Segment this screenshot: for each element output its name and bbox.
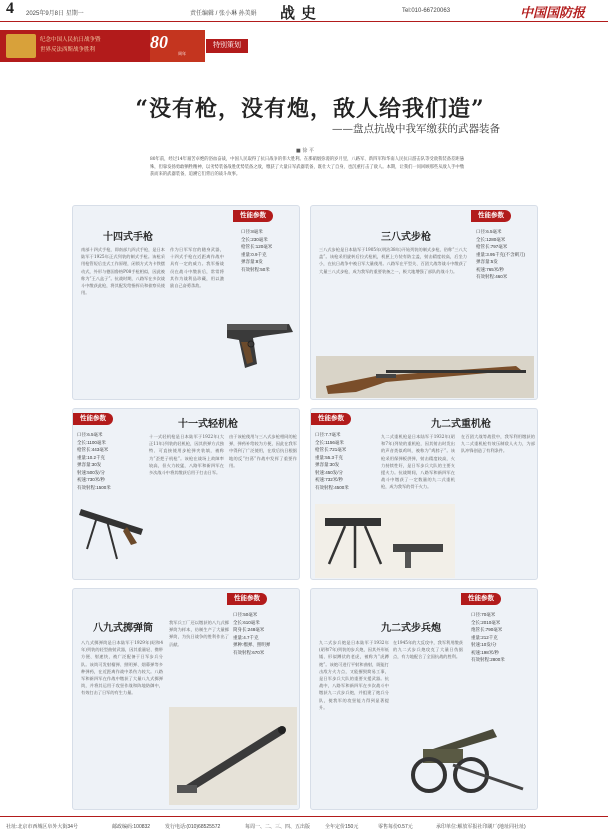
param: 弹容量:30发: [315, 462, 340, 467]
section-body: 我军兵工厂还以缴获的八九式掷弹筒为样本，仿制生产了大量掷弹筒，为抗日战争的胜利作出了贡献。: [169, 620, 229, 647]
param: 枪管长:443毫米: [77, 447, 109, 452]
section-panel: [310, 205, 538, 400]
param: 全长:230毫米: [241, 236, 268, 242]
article-subtitle: ——盘点抗战中我军缴获的武器装备: [332, 123, 500, 135]
section-panel: [72, 205, 300, 400]
params-tag: 性能参数: [73, 413, 113, 425]
section-body: 在百团大战等战役中，我军利用缴获的九二式重机枪有效压制敌人火力，为部队冲锋创造了有利条件。: [461, 434, 535, 454]
section-body: 十一式轻机枪是日本陆军于1922年(大正11年)列装的轻机枪，因其供弹方式独特、可直接使用步枪弹夹装填，被称为“歪把子机枪”。该枪在战场上故障率较高，但火力较猛，八路军和新四军在多次战斗中将其缴获后用于打击日军。: [149, 434, 224, 476]
footer-schedule: 每周一、二、三、四、五出版: [245, 824, 311, 830]
section-body: 三八式步枪是日本陆军于1905年(明治38年)开始列装的制式步枪，俗称“三八大盖”。该枪采用旋转后拉式枪机，机匣上方装有防尘盖，射击精度较高，后坐力小，在抗日战争中被日军大量使用。八路军在平型关、百团大战等战斗中缴获了大量三八式步枪，成为我军的重要装备之一，极大地增强了部队的战斗力。: [319, 247, 467, 274]
banner-line: 纪念中国人民抗日战争暨: [40, 37, 101, 43]
param: 有效射程:4500米: [315, 484, 349, 490]
param: 全长:2010毫米: [471, 619, 501, 625]
param: 初速:730米/秒: [77, 477, 106, 482]
params-list: [233, 611, 270, 656]
infantry-gun-image: [393, 709, 535, 805]
param: 射速:500发/分: [77, 469, 106, 475]
param: 射速:450发/分: [315, 469, 344, 475]
footer-postcode: 邮政编码:100832: [112, 824, 151, 830]
param: 口径:6.5毫米: [77, 432, 103, 437]
section-title: 八九式掷弹筒: [93, 623, 153, 634]
special-feature-tag: 特别策划: [206, 39, 248, 53]
param: 重量:4.7千克: [233, 634, 259, 640]
params-tag: 性能参数: [233, 210, 273, 222]
param: 有效射程:1500米: [77, 484, 111, 490]
banner-text: [40, 35, 150, 55]
section-title: 战史: [280, 4, 323, 22]
param: 弹容量:30发: [77, 462, 102, 467]
section-title: 十四式手枪: [103, 232, 153, 243]
editor-credit: 责任编辑 / 张小琳 孙美娟: [190, 11, 257, 17]
params-list: [315, 431, 349, 491]
param: 口径:8毫米: [241, 229, 263, 234]
param: 炮管长:790毫米: [471, 627, 503, 632]
section-title: 十一式轻机枪: [178, 419, 238, 430]
param: 口径:6.5毫米: [476, 229, 502, 234]
section-tel: Tel:010-66720063: [402, 8, 451, 14]
param: 射速:10发/分: [471, 642, 497, 647]
section-panel: [72, 588, 300, 810]
footer-phone: 发行电话:(010)68525572: [165, 824, 221, 830]
param: 枪管长:797毫米: [476, 244, 508, 249]
param: 有效射程:670米: [233, 649, 265, 655]
section-panel: [72, 408, 300, 580]
param: 弹容量:5发: [476, 259, 498, 264]
section-body: 南部十四式手枪，即南部九四式手枪，是日本陆军于1925年正式列装的制式手枪。该枪采用枪管短后坐式工作原理，闭锁方式为卡铁摆动式，外形与德国鲁格P08手枪相似，因此被称为“王八盒子”。抗战时期，八路军在多次战斗中缴获此枪，将其配发给指挥员和侦察员使用。: [81, 247, 165, 296]
section-body: 由于该枪使用与三八式步枪相同的枪弹，弹药补给较为方便，因此在我军中得到了广泛使用，在敌后抗日根据地的反“扫荡”作战中发挥了重要作用。: [229, 434, 297, 468]
newspaper-logo: 中国国防报: [520, 6, 586, 21]
param: 重量:55.3千克: [315, 454, 344, 460]
param: 枪管长:721毫米: [315, 447, 347, 452]
param: 全长:1156毫米: [315, 439, 344, 445]
param: 口径:50毫米: [233, 612, 258, 617]
rifle-image: [316, 356, 534, 398]
param: 全长:1280毫米: [476, 236, 506, 242]
section-panel: [310, 588, 538, 810]
param: 全长:1100毫米: [77, 439, 106, 445]
param: 重量:0.9千克: [241, 251, 267, 257]
param: 弹种:榴弹、照明弹: [233, 642, 271, 647]
issue-date: 2025年9月8日 星期一: [26, 11, 84, 17]
param: 重量:10.2千克: [77, 454, 106, 460]
masthead: [0, 0, 608, 22]
params-list: [241, 228, 272, 273]
param: 全长:610毫米: [233, 619, 260, 625]
param: 重量:212千克: [471, 634, 498, 640]
param: 弹容量:8发: [241, 259, 263, 264]
param: 有效射程:50米: [241, 266, 270, 272]
params-tag: 性能参数: [461, 593, 501, 605]
param: 口径:7.7毫米: [315, 432, 341, 437]
params-tag: 性能参数: [311, 413, 351, 425]
section-body: 九二式重机枪是日本陆军于1932年(昭和7年)列装的重机枪，因其射击时发出的声音类似鸡叫，被称为“鸡脖子”。该枪采用保弹板供弹，射击精度较高，火力持续性好，是日军步兵大队的主要支援火力。抗战期间，八路军和新四军在战斗中缴获了一定数量的九二式重机枪，成为我军的骨干火力。: [381, 434, 455, 490]
param: 初速:765米/秒: [476, 266, 505, 272]
page-number: 4: [6, 0, 14, 17]
grenade-launcher-image: [169, 707, 297, 805]
section-body: 八九式掷弹筒是日本陆军于1929年(昭和4年)列装的轻型曲射武器，因其重量轻、携带方便、射速快，被广泛配备于日军步兵分队。该筒可发射榴弹、照明弹、烟幕弹等多种弹药，在近距离作战中杀伤力较大。八路军和新四军在作战中缴获了大量八九式掷弹筒，并将其运用于攻坚作战和阵地防御中，有效打击了日军的有生力量。: [81, 640, 163, 696]
param: 初速:732米/秒: [315, 477, 344, 482]
byline: ■ 徐 平: [296, 148, 314, 154]
params-list: [476, 228, 525, 281]
footer-price-year: 全年定价150元: [325, 824, 359, 830]
section-body: 九二式步兵炮是日本陆军于1932年(昭和7年)列装的步兵炮，因其外形低矮、形似蹲伏的老虎，被称为“虎蹲炮”。该炮可进行平射和曲射，既能打击敌方火力点，又能摧毁简易工事，是日军步兵大队的重要支援武器。抗战中，八路军和新四军在多次战斗中缴获九二式步兵炮，并组建了炮兵分队，使我军的攻坚能力得到显著提升。: [319, 640, 389, 710]
footer: [0, 816, 608, 835]
section-body: 作为日军军官的随身武器，十四式手枪在近距离作战中具有一定的威力。我军指战员在战斗中缴获后，常常将其作为战利品珍藏，用以激励自己奋勇杀敌。: [170, 247, 224, 289]
param: 初速:198米/秒: [471, 649, 500, 655]
param: 有效射程:460米: [476, 274, 508, 279]
light-machine-gun-image: [77, 499, 147, 577]
param: 口径:70毫米: [471, 612, 496, 617]
footer-address: 社址:北京市西城区阜外大街34号: [6, 824, 78, 830]
params-list: [471, 611, 505, 664]
section-title: 九二式重机枪: [431, 419, 491, 430]
anniversary-banner: [0, 30, 608, 62]
anniversary-number: 80: [150, 32, 168, 52]
heavy-machine-gun-image: [315, 504, 455, 578]
params-tag: 性能参数: [227, 593, 267, 605]
anniversary-unit: 周年: [178, 51, 186, 56]
flag-icon: [6, 34, 36, 58]
param: 枪管长:120毫米: [241, 244, 273, 249]
footer-price-single: 零售每份0.57元: [378, 824, 413, 830]
params-list: [77, 431, 111, 491]
section-title: 三八式步枪: [381, 232, 431, 243]
section-body: 在1945年的大反攻中，我军利用缴获的九二式步兵炮攻克了大量日伪据点，有力地配合了全国抗战的胜利。: [393, 640, 463, 660]
article-title: “没有枪，没有炮，敌人给我们造”: [135, 96, 485, 122]
params-tag: 性能参数: [471, 210, 511, 222]
section-panel: [310, 408, 538, 580]
intro-paragraph: 80年前，经过14年艰苦卓绝的浴血奋战，中国人民取得了抗日战争的伟大胜利。在那硝烟弥漫的岁月里，八路军、新四军和华南人民抗日游击队等受敌我装备差距悬殊，但靠发扬勇敢牺牲精神，以劣势装备战胜优势装备之敌，缴获了大量日军武器装备，既壮大了自身，也沉重打击了敌人。本期，让我们一同回顾那些从敌人手中缴获而来的武器装备，追溯它们背后的战斗故事。: [150, 157, 464, 177]
section-title: 九二式步兵炮: [381, 623, 441, 634]
pistol-image: [223, 314, 299, 374]
footer-printer: 承印单位:解放军报社印刷厂(地址同社址): [436, 824, 526, 830]
banner-line: 世界反法西斯战争胜利: [40, 47, 96, 53]
param: 筒身长:248毫米: [233, 627, 265, 632]
param: 有效射程:2800米: [471, 657, 505, 662]
param: 重量:3.95千克(不含刺刀): [476, 251, 526, 257]
